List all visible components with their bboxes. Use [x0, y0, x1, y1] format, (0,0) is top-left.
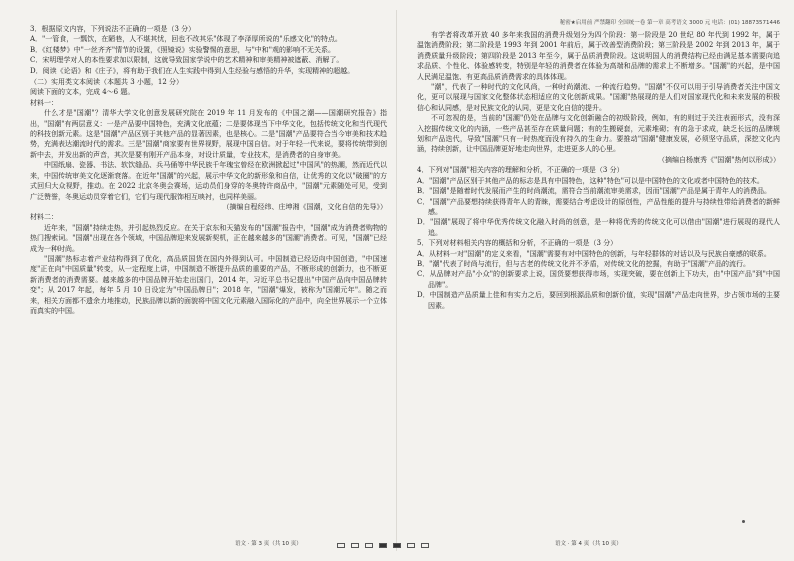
material2-label: 材料二： [30, 213, 58, 222]
right-para-1: 有学者将改革开放 40 多年来我国的消费升级划分为四个阶段：第一阶段是 20 世纪 80 年代到 1992 年，属于温饱消费阶段；第二阶段是 1993 年到 2001 年前后，属于改善型消费阶段；第三阶段是 2002 年到 2013 年，属于消费质量升级阶段；第四阶段是 2013 年至今，属于品质消费阶段。这说明国人的消费结构已经由满足基本需要向追求品质、个性化、体验感转变，特别是年轻的消费者在体验为高端和品牌的需求上不断增多。"国潮"的兴起，是中国人民满足温饱、有更高品质消费需求的具体体现。 [417, 31, 780, 81]
left-page-footer: 语文 · 第 3 页（共 10 页） [235, 541, 302, 547]
fold-mark [351, 543, 359, 548]
material2-para-2: "国潮"热标志着产业结构得到了优化，高品质国货在国内外得到认可。中国制造已经迈向中国创造，"中国速度"正在向"中国质量"转变，从一定程度上讲，中国制造不断提升品质的重要的产品，不断形成的创新力，也不断更新消费者的消费需要。越来越多的中国品牌开始走出国门，2014 年，习近平总书记提出"中国产品向中国品牌转变"；从 2017 年起，每年 5 月 10 日设定为"中国品牌日"；2018 年，"国潮"爆发，被称为"国潮元年"。随之而来，相关方面都不遗余力地推动，民族品牌以新的面貌将中国文化元素融入国际化的产品中，向全世界展示一个立体而真实的中国。 [30, 254, 387, 315]
q5-stem: 5．下列对材料相关内容的概括和分析，不正确的一项是（3 分） [417, 239, 618, 248]
q4-stem: 4．下列对"国潮"相关内容的理解和分析，不正确的一项是（3 分） [417, 166, 624, 175]
ink-dot [742, 520, 745, 523]
right-para-2: "潮"，代表了一种时代的文化风尚，一种时尚潮流、一种流行趋势。"国潮"不仅可以用于引导消费者关注中国文化，更可以展现与国家文化整体状态相适应的文化创新成果。"国潮"热展现的是人们对国家现代化和未来发展的积极信心和认同感，是对民族文化的认同，更是文化自信的提升。 [417, 83, 780, 112]
q3-option-b: B．《红楼梦》中"一丝齐齐"情节的设置，《照镜说》实验警惕的意思，与"中和"观的影响不无关系。 [30, 45, 336, 54]
right-para-3: 不可忽视的是，当前的"国潮"仍处在品牌与文化创新融合的初级阶段，例如，有的则过于关注表面形式，没有深入挖掘传统文化的内涵，一些产品甚至存在质量问题；有的生搬硬套，元素堆砌；有的急于求成，缺乏长远的品牌规划和产品迭代，导致"国潮"只有一时热度而没有持久的生命力。要推动"国潮"健康发展，必须坚守品质，深挖文化内涵，持续创新，让中国品牌更好地走向世界，走进更多人的心里。 [417, 114, 780, 154]
section-heading: （二）实用类文本阅读（本题共 3 小题，12 分） [30, 78, 184, 87]
q5-option-b: B．"潮"代表了时尚与流行，但与古老的传统文化并不矛盾，对传统文化的挖掘，有助于"国潮"产品的流行。 [417, 259, 751, 268]
q5-option-a: A．从材料一对"国潮"的定义来看，"国潮"需要有对中国特色的创新，与年轻群体的对话以及与民族自豪感的联系。 [417, 249, 771, 258]
q3-stem: 3．根据原文内容，下列说法不正确的一项是（3 分） [30, 25, 196, 33]
q4-option-a: A．"国潮"产品区别于其他产品的标志是具有中国特色，这种"特色"可以是中国特色的文化或者中国特色的技术。 [417, 176, 764, 185]
fold-mark [365, 543, 373, 548]
fold-mark [379, 543, 387, 548]
q3-option-d: D．阅读《论语》和《庄子》，将有助于我们在人生实践中得到人生经验与感悟的升华，实现精神的超越。 [30, 66, 355, 75]
fold-mark [337, 543, 345, 548]
q4-option-c: C．"国潮"产品要想持续获得青年人的青睐，需要结合考虑设计的原创性，产品性能的提升与持续性带给消费者的新鲜感。 [417, 197, 780, 216]
q4-option-b: B．"国潮"是随着时代发展而产生的时尚潮流，需符合当前潮流审美需求，因而"国潮"产品是属于青年人的消费品。 [417, 187, 772, 196]
material2-para-1: 近年来，"国潮"持续走热，并引起热烈反应。在关于京东和天猫发布的"国潮"报告中，"国潮"成为消费者购物的热门搜索词。"国潮"出现在各个领域，中国品牌迎来发展新契机，正在越来越多的"国潮"消费者。可见，"国潮"已经成为一种时尚。 [30, 223, 387, 253]
right-source: （摘编自杨康秀《"国潮"热何以形成》） [658, 155, 780, 164]
right-page-footer: 语文 · 第 4 页（共 10 页） [555, 541, 622, 547]
q5-option-c: C．从品牌对产品"小众"的创新要求上说，国货要想获得市场，实现突破，要在创新上下功夫，由"中国产品"到"中国品牌"。 [417, 270, 780, 289]
material1-para-1: 什么才是"国潮"？清华大学文化创意发展研究院在 2019 年 11 月发布的《中国之潮——国潮研究报告》指出，"国潮"有两层意义：一是产品要中国特色，充满文化底蕴；二是要体现当下中华文化，包括传统文化和当代现代的科技创新元素。这是"国潮"产品区别于其他产品的显著因素，也是核心。二是"国潮"产品要符合当今审美和技术趋势，充满表达潮流时代的需求。三是"国潮"商家要有世界视野，展现中国自信。对于年轻一代来说，要将传统带到创新中去，并发出新的声音，其次是要有刚开产品本身，对设计质量，专业技术，是消费者的自身审美。 [30, 109, 387, 159]
instruction: 阅读下面的文本，完成 4～6 题。 [30, 88, 135, 97]
page-header: 秘密★启用前 严禁翻印 全国统一卷 第一章 高考语文 3000 元 电话：(01) 18873571446 [559, 20, 780, 26]
q3-option-a: A．"一管食，一瓢饮，在陋巷，人不堪其忧，回也不改其乐"体现了李泽厚所说的"乐感文化"的特点。 [30, 35, 342, 44]
q5-option-d: D．中国制造产品质量上佳和有实力之后，要回到根源品质和创新价值，实现"国潮"产品走向世界，步占领市场的主要因素。 [417, 291, 780, 310]
q3-option-c: C．宋明理学对人的本性要求加以限制，这就导致国家学说中的艺术精神和审美精神被遮蔽、消解了。 [30, 56, 344, 65]
material1-source: （摘编自程经纬、庄坤湘《国潮，文化自信的先导》） [222, 202, 387, 211]
material1-label: 材料一： [30, 98, 58, 107]
q4-option-d: D．"国潮"展现了将中华优秀传统文化融入时尚的创意，是一种将优秀的传统文化可以借由"国潮"进行展现的现代人追。 [417, 218, 780, 237]
right-page [397, 0, 794, 561]
material1-para-2: 中国纸扇、瓷器、书法、软饮缝品、兵马俑等中华民族千年瑰宝曾经在欧洲掀起过"中国风"的热潮，然而近代以来，中国传统审美文化逐渐衰落。在近年"国潮"的兴起，展示中华文化的新形象和自信，让优秀的文化以"破圈"的方式回归大众视野，推动。在 2022 北京冬奥会赛场，运动员们身穿的冬奥特许商品中，"国潮"元素随处可见，受到广泛赞誉，冬奥运动员穿着它们，它们与现代服饰相互映衬，也同样美丽。 [30, 161, 387, 201]
